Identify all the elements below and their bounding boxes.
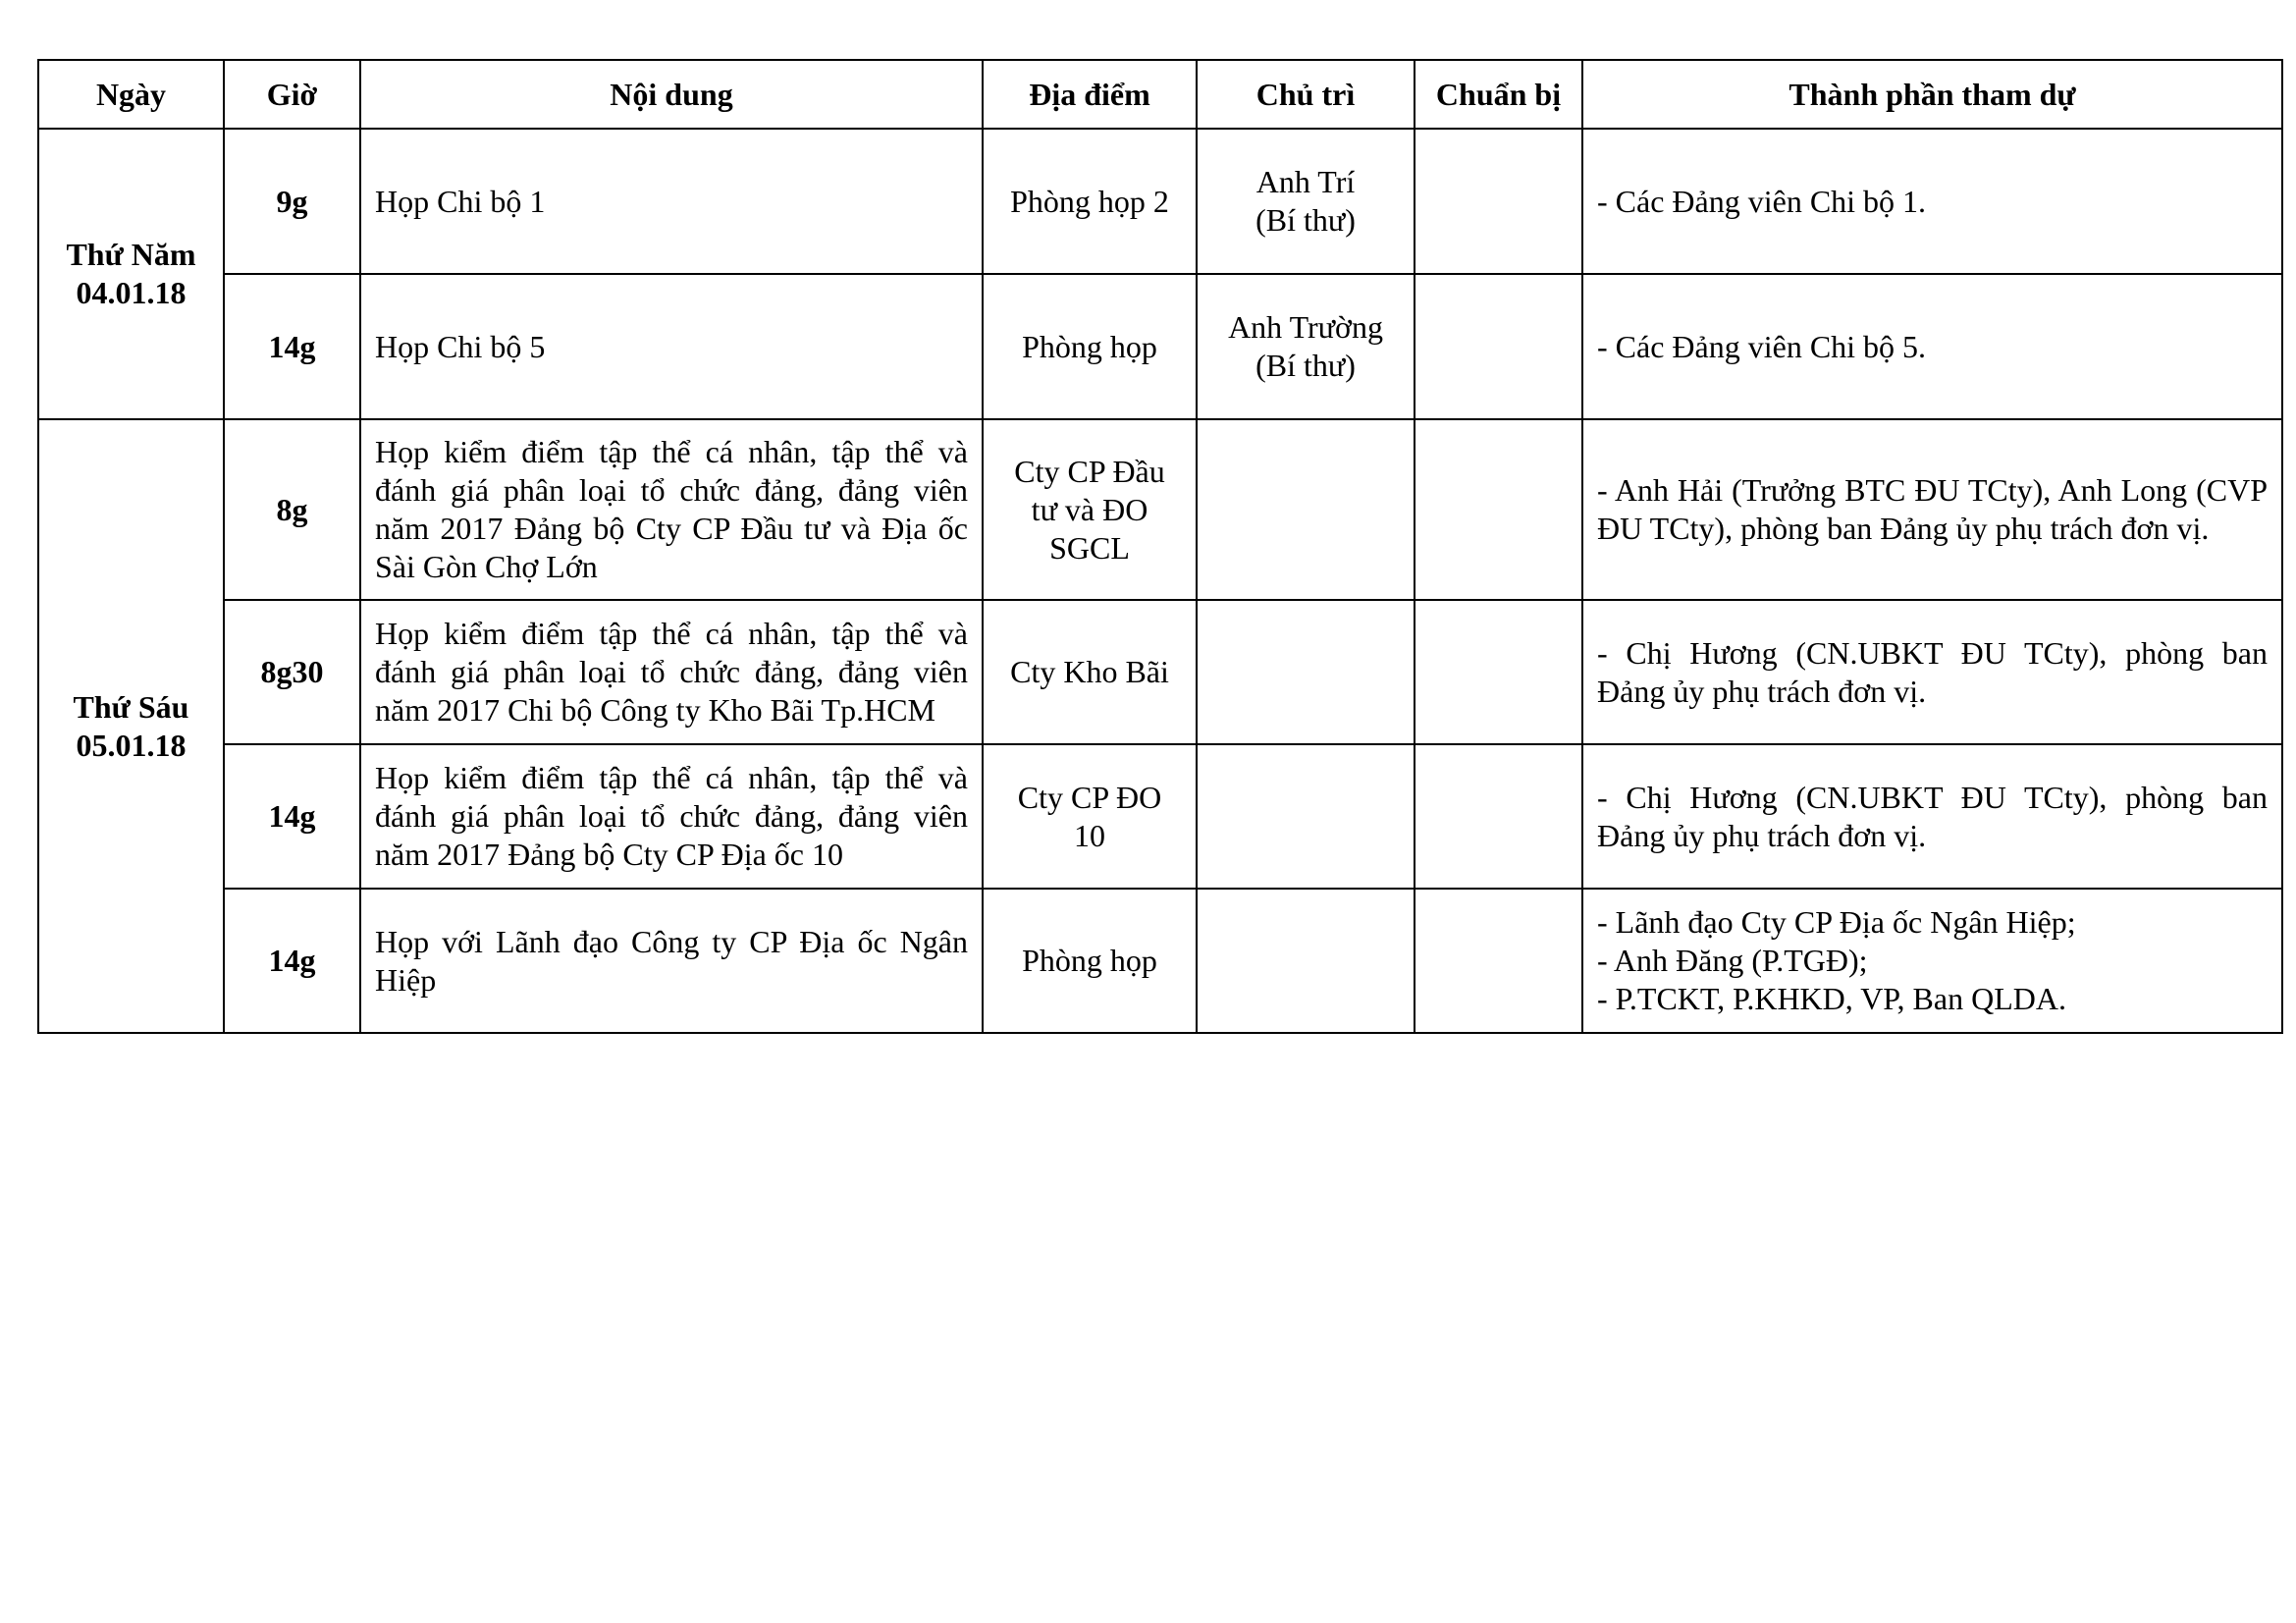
table-row [38, 129, 2282, 274]
time-cell: 14g [224, 274, 360, 419]
content-cell: Họp Chi bộ 5 [360, 274, 983, 419]
table-row [38, 419, 2282, 600]
host-cell [1197, 600, 1415, 744]
place-line: 10 [1074, 817, 1105, 853]
place-cell: Phòng họp [983, 274, 1197, 419]
time-cell: 14g [224, 744, 360, 889]
prep-cell [1415, 600, 1582, 744]
host-cell [1197, 889, 1415, 1033]
day-weekday: Thứ Năm [66, 237, 196, 272]
place-line: Phòng họp [1022, 943, 1157, 978]
content-cell: Họp kiểm điểm tập thể cá nhân, tập thể và đánh giá phân loại tổ chức đảng, đảng viên năm 2017 Đảng bộ Cty CP Địa ốc 10 [360, 744, 983, 889]
host-cell [1197, 419, 1415, 600]
place-line: Cty CP ĐO [1017, 779, 1162, 815]
prep-cell [1415, 419, 1582, 600]
time-cell: 14g [224, 889, 360, 1033]
prep-cell [1415, 274, 1582, 419]
place-cell [983, 419, 1197, 600]
table-row [38, 600, 2282, 744]
table-row [38, 744, 2282, 889]
attend-cell [1582, 889, 2282, 1033]
host-cell [1197, 129, 1415, 274]
time-cell: 8g [224, 419, 360, 600]
host-cell [1197, 744, 1415, 889]
header-host: Chủ trì [1197, 60, 1415, 129]
place-cell [983, 744, 1197, 889]
prep-cell [1415, 744, 1582, 889]
header-day: Ngày [38, 60, 224, 129]
header-content: Nội dung [360, 60, 983, 129]
day-date: 04.01.18 [76, 275, 187, 310]
place-line: Cty Kho Bãi [1010, 654, 1169, 689]
content-cell: Họp kiểm điểm tập thể cá nhân, tập thể và đánh giá phân loại tổ chức đảng, đảng viên năm 2017 Đảng bộ Cty CP Đầu tư và Địa ốc Sài Gòn Chợ Lớn [360, 419, 983, 600]
place-line: Cty CP Đầu [1014, 453, 1165, 489]
place-cell: Phòng họp 2 [983, 129, 1197, 274]
attend-cell [1582, 744, 2282, 889]
host-cell [1197, 274, 1415, 419]
host-role: (Bí thư) [1255, 202, 1356, 238]
header-prep: Chuẩn bị [1415, 60, 1582, 129]
schedule-table [37, 59, 2283, 1034]
day-cell [38, 419, 224, 1033]
prep-cell [1415, 129, 1582, 274]
attend-line: - Các Đảng viên Chi bộ 1. [1597, 183, 1927, 219]
attend-cell [1582, 419, 2282, 600]
prep-cell [1415, 889, 1582, 1033]
attend-line: - Lãnh đạo Cty CP Địa ốc Ngân Hiệp; [1597, 904, 2076, 940]
place-cell [983, 889, 1197, 1033]
day-cell [38, 129, 224, 419]
day-date: 05.01.18 [76, 727, 187, 763]
time-cell: 9g [224, 129, 360, 274]
time-cell: 8g30 [224, 600, 360, 744]
place-line: SGCL [1049, 529, 1130, 566]
place-cell [983, 600, 1197, 744]
header-place: Địa điểm [983, 60, 1197, 129]
attend-line: - Anh Đăng (P.TGĐ); [1597, 943, 1868, 978]
attend-line: - Chị Hương (CN.UBKT ĐU TCty), phòng ban Đảng ủy phụ trách đơn vị. [1597, 779, 2268, 853]
table-row [38, 889, 2282, 1033]
host-name: Anh Trường [1228, 309, 1383, 345]
attend-line: - Các Đảng viên Chi bộ 5. [1597, 328, 1927, 364]
content-cell: Họp kiểm điểm tập thể cá nhân, tập thể và đánh giá phân loại tổ chức đảng, đảng viên năm 2017 Chi bộ Công ty Kho Bãi Tp.HCM [360, 600, 983, 744]
host-role: (Bí thư) [1255, 348, 1356, 383]
header-attend: Thành phần tham dự [1582, 60, 2282, 129]
content-cell: Họp với Lãnh đạo Công ty CP Địa ốc Ngân Hiệp [360, 889, 983, 1033]
content-cell: Họp Chi bộ 1 [360, 129, 983, 274]
place-line: tư và ĐO [1031, 491, 1148, 527]
attend-line: - Anh Hải (Trưởng BTC ĐU TCty), Anh Long (CVP ĐU TCty), phòng ban Đảng ủy phụ trách đơn vị. [1597, 472, 2268, 546]
attend-cell [1582, 600, 2282, 744]
attend-line: - P.TCKT, P.KHKD, VP, Ban QLDA. [1597, 981, 2066, 1016]
host-name: Anh Trí [1255, 164, 1356, 199]
table-row [38, 274, 2282, 419]
attend-line: - Chị Hương (CN.UBKT ĐU TCty), phòng ban Đảng ủy phụ trách đơn vị. [1597, 634, 2268, 709]
header-row [38, 60, 2282, 129]
attend-cell [1582, 129, 2282, 274]
day-weekday: Thứ Sáu [73, 688, 189, 725]
header-time: Giờ [224, 60, 360, 129]
attend-cell [1582, 274, 2282, 419]
